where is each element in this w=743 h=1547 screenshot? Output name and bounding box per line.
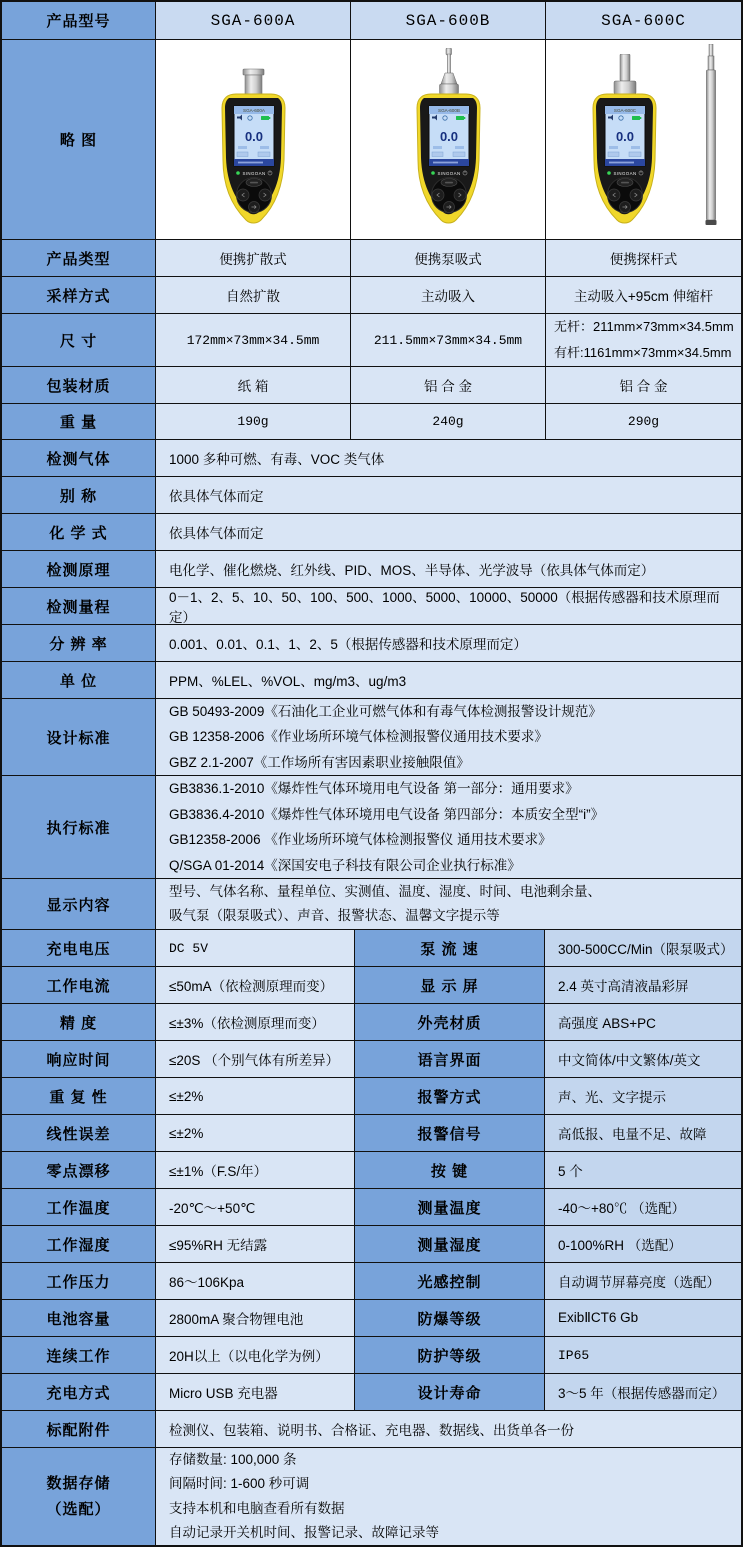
row-value: 铝 合 金 — [546, 367, 741, 404]
storage-line: 间隔时间: 1-600 秒可调 — [169, 1476, 310, 1492]
row-value: 高低报、电量不足、故障 — [545, 1115, 741, 1152]
table-row-exec-standards — [2, 776, 741, 879]
row-label: 工作温度 — [2, 1189, 156, 1226]
table-row — [2, 662, 741, 699]
device-screen-value: 0.0 — [244, 129, 264, 144]
row-value: 3～5 年（根据传感器而定） — [545, 1374, 741, 1411]
table-row — [2, 404, 741, 440]
row-value: 300-500CC/Min（限泵吸式） — [545, 930, 741, 967]
row-label: 化 学 式 — [2, 514, 156, 551]
table-row — [2, 440, 741, 477]
table-row — [2, 588, 741, 625]
row-label: 检测原理 — [2, 551, 156, 588]
table-row — [2, 314, 741, 367]
device-body — [222, 94, 285, 223]
table-row-accessories — [2, 1411, 741, 1448]
table-row — [2, 1337, 741, 1374]
row-label — [2, 1448, 156, 1545]
row-label: 标配附件 — [2, 1411, 156, 1448]
row-label: 尺 寸 — [2, 314, 156, 367]
table-row-sketch — [2, 40, 741, 240]
row-value: 便携扩散式 — [156, 240, 351, 277]
row-value: 2.4 英寸高清液晶彩屏 — [545, 967, 741, 1004]
device-body — [593, 94, 656, 223]
model-c-header: SGA-600C — [546, 2, 741, 40]
row-value: ≤20S （个别气体有所差异） — [156, 1041, 355, 1078]
row-value: -40～+80℃ （选配） — [545, 1189, 741, 1226]
row-value: 主动吸入+95cm 伸缩杆 — [546, 277, 741, 314]
row-value: 20H以上（以电化学为例） — [156, 1337, 355, 1374]
header-label: 产品型号 — [2, 2, 156, 40]
product-photo-sga-600a — [156, 40, 351, 240]
row-value: 铝 合 金 — [351, 367, 546, 404]
row-value: 自然扩散 — [156, 277, 351, 314]
row-value: 290g — [546, 404, 741, 440]
row-value: 5 个 — [545, 1152, 741, 1189]
table-row — [2, 1189, 741, 1226]
row-value: IP65 — [545, 1337, 741, 1374]
row-value — [156, 879, 741, 930]
probe-rod — [447, 54, 450, 74]
device-illustration-sga-600b — [393, 48, 503, 226]
table-row — [2, 477, 741, 514]
row-label: 执行标准 — [2, 776, 156, 879]
sketch-label: 略 图 — [2, 40, 156, 240]
row-label: 测量温度 — [355, 1189, 545, 1226]
row-label: 包装材质 — [2, 367, 156, 404]
row-label: 工作压力 — [2, 1263, 156, 1300]
device-body — [417, 94, 480, 223]
row-value: 211.5mm×73mm×34.5mm — [351, 314, 546, 367]
status-led — [236, 171, 240, 175]
row-value: 依具体气体而定 — [156, 477, 741, 514]
row-label: 别 称 — [2, 477, 156, 514]
row-label: 语言界面 — [355, 1041, 545, 1078]
row-value: 0.001、0.01、0.1、1、2、5（根据传感器和技术原理而定） — [156, 625, 741, 662]
row-label: 工作湿度 — [2, 1226, 156, 1263]
row-value: 86～106Kpa — [156, 1263, 355, 1300]
device-illustration-sga-600c — [569, 54, 679, 226]
device-model-label: SGA-600A — [243, 108, 265, 114]
row-label: 零点漂移 — [2, 1152, 156, 1189]
battery-icon — [632, 116, 640, 120]
standard-line: GB3836.4-2010《爆炸性气体环境用电气设备 第四部分：本质安全型“i”》 — [169, 806, 605, 822]
row-label: 连续工作 — [2, 1337, 156, 1374]
row-value: 依具体气体而定 — [156, 514, 741, 551]
row-label: 泵 流 速 — [355, 930, 545, 967]
row-value: ≤50mA（依检测原理而变） — [156, 967, 355, 1004]
row-value: 便携泵吸式 — [351, 240, 546, 277]
table-row — [2, 551, 741, 588]
row-value: 纸 箱 — [156, 367, 351, 404]
row-value: 高强度 ABS+PC — [545, 1004, 741, 1041]
row-label: 响应时间 — [2, 1041, 156, 1078]
table-row — [2, 1300, 741, 1337]
table-row-display-content — [2, 879, 741, 930]
device-brand-label: SINGOAN — [612, 171, 637, 176]
status-led — [607, 171, 611, 175]
row-label: 报警方式 — [355, 1078, 545, 1115]
probe-ring — [440, 84, 459, 94]
row-label: 电池容量 — [2, 1300, 156, 1337]
row-label: 单 位 — [2, 662, 156, 699]
table-row — [2, 240, 741, 277]
row-value: 便携探杆式 — [546, 240, 741, 277]
row-value: ≤±2% — [156, 1078, 355, 1115]
table-row — [2, 930, 741, 967]
row-label: 检测气体 — [2, 440, 156, 477]
row-label: 防爆等级 — [355, 1300, 545, 1337]
model-b-header: SGA-600B — [351, 2, 546, 40]
row-value: 172mm×73mm×34.5mm — [156, 314, 351, 367]
table-row — [2, 1226, 741, 1263]
probe-rod — [620, 54, 630, 81]
row-value: 电化学、催化燃烧、红外线、PID、MOS、半导体、光学波导（依具体气体而定） — [156, 551, 741, 588]
standard-line: GBZ 2.1-2007《工作场所有害因素职业接触限值》 — [169, 754, 470, 770]
device-screen-value: 0.0 — [615, 129, 634, 144]
row-label: 充电电压 — [2, 930, 156, 967]
row-value: DC 5V — [156, 930, 355, 967]
device-brand-label: SINGOAN — [437, 171, 461, 176]
row-value: ExibⅡCT6 Gb — [545, 1300, 741, 1337]
row-label: 显 示 屏 — [355, 967, 545, 1004]
model-a-header: SGA-600A — [156, 2, 351, 40]
row-label: 线性误差 — [2, 1115, 156, 1152]
row-value: 自动调节屏幕亮度（选配） — [545, 1263, 741, 1300]
row-label: 产品类型 — [2, 240, 156, 277]
row-value: 0-100%RH （选配） — [545, 1226, 741, 1263]
row-label: 设计标准 — [2, 699, 156, 776]
row-value — [546, 314, 741, 367]
status-led — [431, 171, 435, 175]
table-row — [2, 1004, 741, 1041]
row-value — [156, 699, 741, 776]
product-photo-sga-600c — [546, 40, 741, 240]
row-value: 1000 多种可燃、有毒、VOC 类气体 — [156, 440, 741, 477]
standard-line: Q/SGA 01-2014《深国安电子科技有限公司企业执行标准》 — [169, 857, 521, 873]
row-label: 测量湿度 — [355, 1226, 545, 1263]
sensor-cap — [245, 75, 262, 95]
row-label: 工作电流 — [2, 967, 156, 1004]
row-value: 0－1、2、5、10、50、100、500、1000、5000、10000、50000（根据传感器和技术原理而定） — [156, 588, 741, 625]
row-value: 检测仪、包装箱、说明书、合格证、充电器、数据线、出货单各一份 — [156, 1411, 741, 1448]
table-row — [2, 1078, 741, 1115]
product-photo-sga-600b — [351, 40, 546, 240]
table-row-data-storage — [2, 1448, 741, 1545]
row-label: 分 辨 率 — [2, 625, 156, 662]
row-value: 240g — [351, 404, 546, 440]
table-row-design-standards — [2, 699, 741, 776]
table-row — [2, 1374, 741, 1411]
probe-funnel — [441, 73, 457, 84]
battery-icon — [261, 116, 269, 120]
row-label: 重 复 性 — [2, 1078, 156, 1115]
table-row — [2, 1152, 741, 1189]
sensor-cap-rim — [243, 69, 264, 75]
storage-label-line: （选配） — [46, 1500, 111, 1518]
sensor-cap — [614, 81, 636, 94]
device-screen-value: 0.0 — [439, 129, 459, 144]
row-label: 重 量 — [2, 404, 156, 440]
standard-line: GB12358-2006 《作业场所环境气体检测报警仪 通用技术要求》 — [169, 832, 552, 847]
device-model-label: SGA-600C — [613, 108, 636, 114]
row-label: 设计寿命 — [355, 1374, 545, 1411]
standard-line: GB 50493-2009《石油化工企业可燃气体和有毒气体检测报警设计规范》 — [169, 703, 602, 719]
table-row — [2, 625, 741, 662]
device-brand-label: SINGOAN — [242, 171, 266, 176]
row-value: PPM、%LEL、%VOL、mg/m3、ug/m3 — [156, 662, 741, 699]
row-value: Micro USB 充电器 — [156, 1374, 355, 1411]
row-label: 采样方式 — [2, 277, 156, 314]
row-label: 按 键 — [355, 1152, 545, 1189]
storage-line: 支持本机和电脑查看所有数据 — [169, 1500, 345, 1516]
standard-line: GB 12358-2006《作业场所环境气体检测报警仪通用技术要求》 — [169, 729, 548, 745]
row-label: 光感控制 — [355, 1263, 545, 1300]
storage-line: 存储数量: 100,000 条 — [169, 1452, 297, 1468]
row-value: ≤95%RH 无结露 — [156, 1226, 355, 1263]
battery-icon — [456, 116, 464, 120]
standard-line: GB3836.1-2010《爆炸性气体环境用电气设备 第一部分：通用要求》 — [169, 781, 579, 796]
row-value: ≤±1%（F.S/年） — [156, 1152, 355, 1189]
row-value: ≤±3%（依检测原理而变） — [156, 1004, 355, 1041]
storage-label-line: 数据存储 — [46, 1474, 111, 1492]
row-label: 防护等级 — [355, 1337, 545, 1374]
content-line: 型号、气体名称、量程单位、实测值、温度、湿度、时间、电池剩余量、 — [169, 883, 601, 899]
row-value — [156, 776, 741, 879]
row-value: -20℃～+50℃ — [156, 1189, 355, 1226]
device-model-label: SGA-600B — [438, 108, 460, 114]
row-label: 报警信号 — [355, 1115, 545, 1152]
row-label: 外壳材质 — [355, 1004, 545, 1041]
row-value: ≤±2% — [156, 1115, 355, 1152]
row-value: 主动吸入 — [351, 277, 546, 314]
row-value: 190g — [156, 404, 351, 440]
row-label: 充电方式 — [2, 1374, 156, 1411]
table-row — [2, 367, 741, 404]
table-row — [2, 1115, 741, 1152]
row-value: 2800mA 聚合物锂电池 — [156, 1300, 355, 1337]
table-row — [2, 277, 741, 314]
device-illustration-sga-600a — [198, 68, 308, 226]
table-row — [2, 967, 741, 1004]
row-label: 检测量程 — [2, 588, 156, 625]
row-label: 显示内容 — [2, 879, 156, 930]
table-row-header — [2, 2, 741, 40]
dimension-line: 有杆:1161mm×73mm×34.5mm — [554, 345, 732, 360]
telescopic-rod-illustration — [703, 44, 719, 226]
content-line: 吸气泵（限泵吸式）、声音、报警状态、温馨文字提示等 — [169, 908, 500, 923]
row-value — [156, 1448, 741, 1545]
storage-line: 自动记录开关机时间、报警记录、故障记录等 — [169, 1524, 439, 1540]
row-value: 中文简体/中文繁体/英文 — [545, 1041, 741, 1078]
dimension-line: 无杆：211mm×73mm×34.5mm — [554, 319, 734, 334]
table-row — [2, 1041, 741, 1078]
table-row — [2, 514, 741, 551]
row-label: 精 度 — [2, 1004, 156, 1041]
row-value: 声、光、文字提示 — [545, 1078, 741, 1115]
table-row — [2, 1263, 741, 1300]
